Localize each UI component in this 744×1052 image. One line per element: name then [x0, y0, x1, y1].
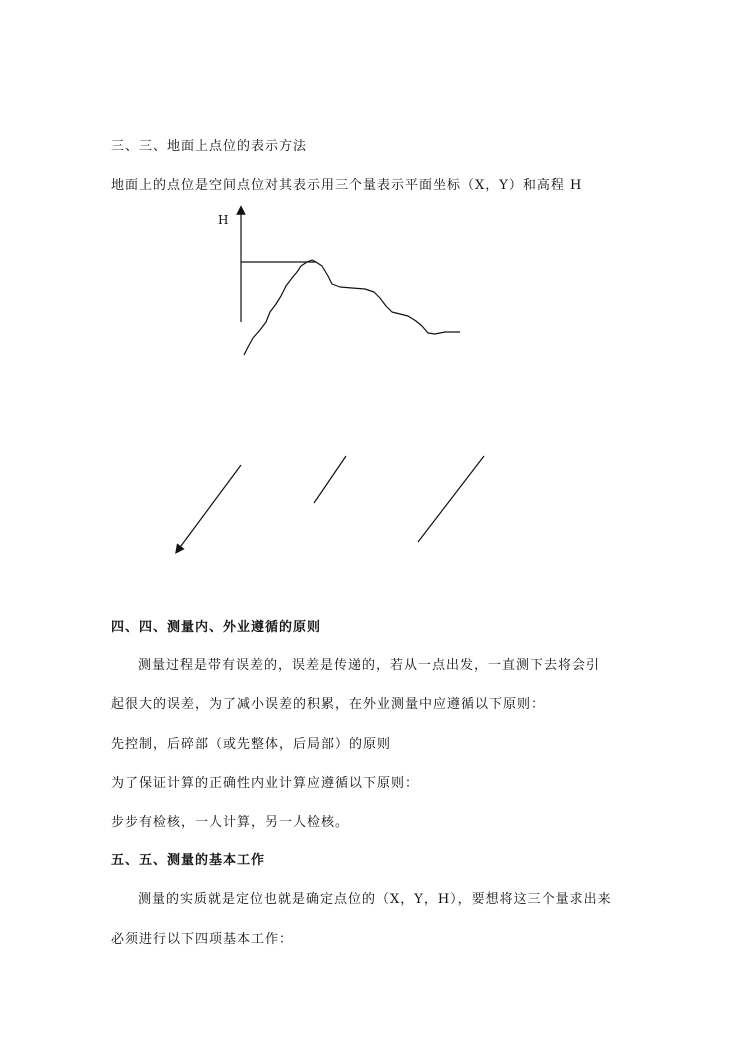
- section5-para-line2: 必须进行以下四项基本工作：: [111, 932, 294, 947]
- terrain-elevation-figure: [160, 200, 480, 370]
- plane-direction-lines: [160, 440, 500, 560]
- short-diagonal-line: [314, 456, 346, 503]
- long-diagonal-line: [418, 456, 484, 542]
- axis-label-h: H: [218, 213, 229, 227]
- terrain-profile: [244, 260, 460, 355]
- section3-heading: 三、三、地面上点位的表示方法: [111, 139, 308, 154]
- section4-para1-line1: 测量过程是带有误差的，误差是传递的，若从一点出发，一直测下去将会引: [138, 658, 601, 673]
- section4-line5: 步步有检核，一人计算，另一人检核。: [111, 815, 350, 830]
- axis-arrow-line: [178, 465, 241, 550]
- section4-heading: 四、四、测量内、外业遵循的原则: [111, 620, 322, 635]
- section3-intro: 地面上的点位是空间点位对其表示用三个量表示平面坐标（X，Y）和高程 H: [111, 178, 583, 193]
- section5-para-line1: 测量的实质就是定位也就是确定点位的（X，Y，H），要想将这三个量求出来: [138, 892, 612, 907]
- section4-line3: 先控制，后碎部（或先整体，后局部）的原则: [111, 737, 392, 752]
- section4-line4: 为了保证计算的正确性内业计算应遵循以下原则：: [111, 776, 420, 791]
- section4-para1-line2: 起很大的误差，为了减小误差的积累，在外业测量中应遵循以下原则：: [111, 697, 546, 712]
- section5-heading: 五、五、测量的基本工作: [111, 853, 266, 868]
